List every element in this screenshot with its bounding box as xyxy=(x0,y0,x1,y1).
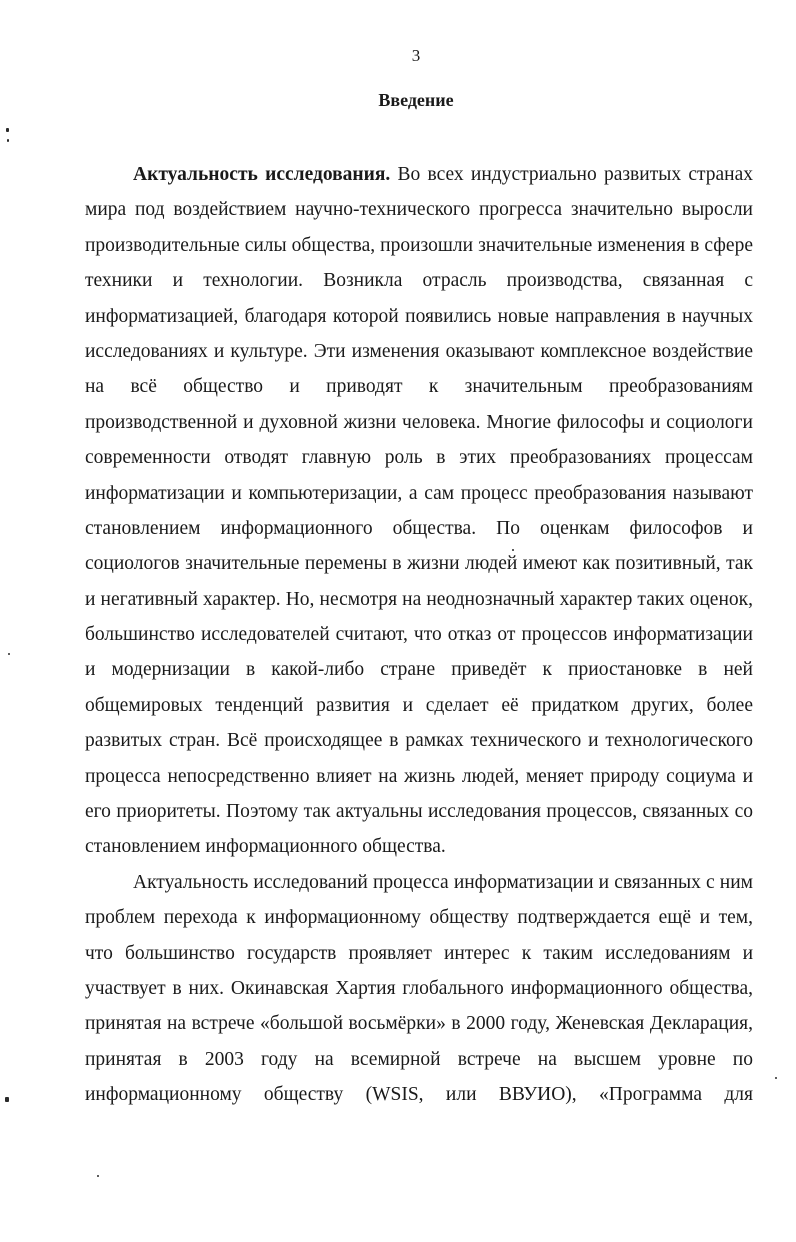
text-line: становлением информационного общества. По оценкам философов и xyxy=(85,517,753,539)
paragraph-2-line-1: Актуальность исследований процесса информатизации и связанных с ним xyxy=(133,871,753,893)
text-line: мира под воздействием научно-технического прогресса значительно выросли xyxy=(85,199,753,221)
lead-bold-phrase: Актуальность исследования. xyxy=(133,164,391,185)
scan-speck xyxy=(512,549,514,551)
text-line: большинство исследователей считают, что отказ от процессов информатизации xyxy=(85,624,753,646)
text-line: исследованиях и культуре. Эти изменения оказывают комплексное воздействие xyxy=(85,340,753,362)
text-line: социологов значительные перемены в жизни людей имеют как позитивный, так xyxy=(85,553,753,575)
text-line: информатизации и компьютеризации, а сам процесс преобразования называют xyxy=(85,482,753,504)
scan-speck xyxy=(5,1097,9,1102)
text-line: принятая на встрече «большой восьмёрки» в 2000 году, Женевская Декларация, xyxy=(85,1013,753,1035)
paragraph-1-last-line: становлением информационного общества. xyxy=(85,836,446,858)
body-text xyxy=(85,157,753,1113)
paragraph-1-line-1 xyxy=(85,157,753,192)
scan-speck xyxy=(8,653,10,655)
text-line: производительные силы общества, произошли значительные изменения в сфере xyxy=(85,234,753,256)
scan-speck xyxy=(7,139,9,142)
scan-speck xyxy=(6,128,9,132)
text-line: проблем перехода к информационному обществу подтверждается ещё и тем, xyxy=(85,907,753,929)
text-line: информатизацией, благодаря которой появились новые направления в научных xyxy=(85,305,753,327)
text-line: что большинство государств проявляет интерес к таким исследованиям и xyxy=(85,942,753,964)
text-line: развитых стран. Всё происходящее в рамках технического и технологического xyxy=(85,730,753,752)
text-line: и негативный характер. Но, несмотря на неоднозначный характер таких оценок, xyxy=(85,588,753,610)
text-line: процесса непосредственно влияет на жизнь людей, меняет природу социума и xyxy=(85,765,753,787)
text-line: его приоритеты. Поэтому так актуальны исследования процессов, связанных со xyxy=(85,801,753,823)
section-heading: Введение xyxy=(378,90,454,110)
text-line: участвует в них. Окинавская Хартия глобального информационного общества, xyxy=(85,977,753,999)
scan-speck xyxy=(97,1175,99,1177)
first-line-text: Во всех индустриально развитых странах xyxy=(390,164,753,185)
text-line: информационному обществу (WSIS, или ВВУИО), «Программа для xyxy=(85,1084,753,1106)
text-line: техники и технологии. Возникла отрасль производства, связанная с xyxy=(85,270,753,292)
text-line: производственной и духовной жизни человека. Многие философы и социологи xyxy=(85,411,753,433)
text-line: современности отводят главную роль в этих преобразованиях процессам xyxy=(85,447,753,469)
text-line: принятая в 2003 году на всемирной встрече на высшем уровне по xyxy=(85,1048,753,1070)
text-line: общемировых тенденций развития и сделает её придатком других, более xyxy=(85,694,753,716)
text-line: на всё общество и приводят к значительным преобразованиям xyxy=(85,376,753,398)
scan-speck xyxy=(775,1077,777,1079)
page-number: 3 xyxy=(411,46,421,65)
text-line: и модернизации в какой-либо стране приведёт к приостановке в ней xyxy=(85,659,753,681)
